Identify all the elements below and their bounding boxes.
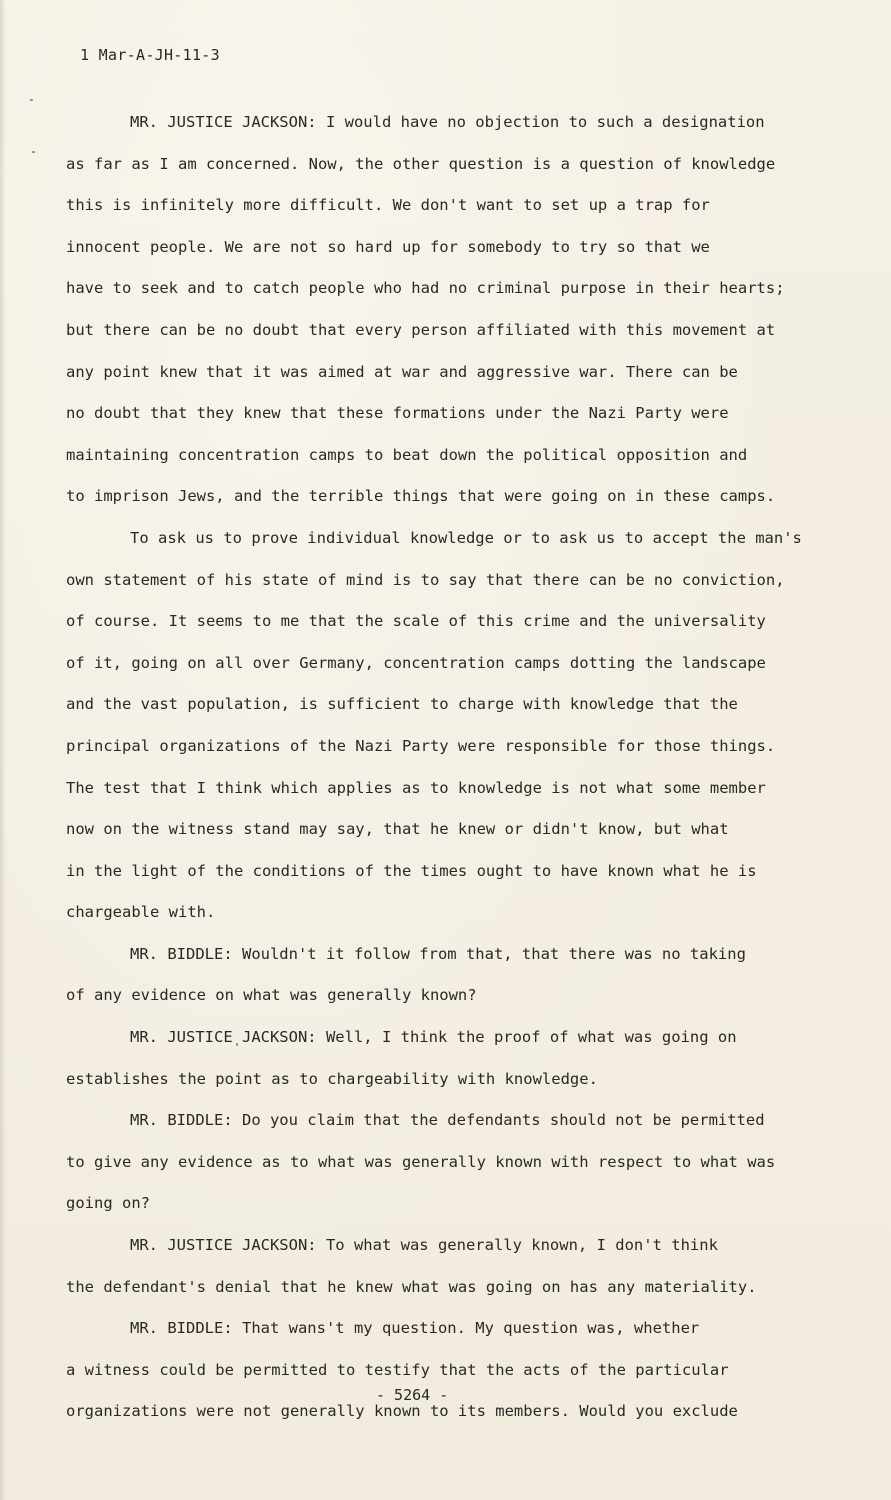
- transcript-body: [66, 102, 836, 1433]
- text-line: chargeable with.: [66, 903, 216, 922]
- text-line: MR. JUSTICE JACKSON: Well, I think the proof of what was going on: [130, 1028, 737, 1047]
- text-line: and the vast population, is sufficient to charge with knowledge that the: [66, 695, 738, 714]
- text-line: have to seek and to catch people who had no criminal purpose in their hearts;: [66, 279, 785, 298]
- text-line: To ask us to prove individual knowledge or to ask us to accept the man's: [130, 528, 802, 547]
- text-line: as far as I am concerned. Now, the other question is a question of knowledge: [66, 154, 776, 173]
- text-line: MR. JUSTICE JACKSON: I would have no objection to such a designation: [130, 113, 765, 131]
- text-line: a witness could be permitted to testify that the acts of the particular: [66, 1360, 729, 1379]
- text-line: of it, going on all over Germany, concentration camps dotting the landscape: [66, 653, 766, 672]
- text-line: of course. It seems to me that the scale of this crime and the universality: [66, 612, 766, 631]
- text-line: MR. BIDDLE: That wans't my question. My question was, whether: [130, 1319, 700, 1338]
- text-line: now on the witness stand may say, that he knew or didn't know, but what: [66, 820, 729, 839]
- text-line: of any evidence on what was generally known?: [66, 986, 477, 1005]
- text-line: organizations were not generally known to its members. Would you exclude: [66, 1402, 738, 1421]
- page-number: - 5264 -: [376, 1386, 449, 1404]
- text-line: to imprison Jews, and the terrible things that were going on in these camps.: [66, 487, 776, 506]
- text-line: The test that I think which applies as to knowledge is not what some member: [66, 778, 766, 797]
- text-line: but there can be no doubt that every person affiliated with this movement at: [66, 320, 776, 339]
- text-line: maintaining concentration camps to beat down the political opposition and: [66, 445, 748, 464]
- text-line: MR. BIDDLE: Do you claim that the defendants should not be permitted: [130, 1111, 765, 1130]
- paper-speck: [32, 151, 35, 153]
- text-line: MR. BIDDLE: Wouldn't it follow from that, that there was no taking: [130, 944, 746, 963]
- paper-edge: [0, 0, 6, 1500]
- text-line: establishes the point as to chargeability with knowledge.: [66, 1069, 598, 1088]
- text-line: the defendant's denial that he knew what was going on has any materiality.: [66, 1277, 757, 1296]
- text-line: own statement of his state of mind is to say that there can be no conviction,: [66, 570, 785, 589]
- text-line: principal organizations of the Nazi Party were responsible for those things.: [66, 736, 776, 755]
- text-line: no doubt that they knew that these formations under the Nazi Party were: [66, 404, 729, 423]
- text-line: in the light of the conditions of the times ought to have known what he is: [66, 861, 757, 880]
- text-line: any point knew that it was aimed at war and aggressive war. There can be: [66, 362, 738, 381]
- text-line: innocent people. We are not so hard up for somebody to try so that we: [66, 237, 710, 256]
- text-line: going on?: [66, 1194, 150, 1213]
- paper-speck: [30, 99, 33, 101]
- document-reference: 1 Mar-A-JH-11-3: [80, 46, 220, 64]
- text-line: MR. JUSTICE JACKSON: To what was generally known, I don't think: [130, 1236, 718, 1255]
- text-line: to give any evidence as to what was generally known with respect to what was: [66, 1152, 776, 1171]
- text-line: this is infinitely more difficult. We don't want to set up a trap for: [66, 196, 710, 215]
